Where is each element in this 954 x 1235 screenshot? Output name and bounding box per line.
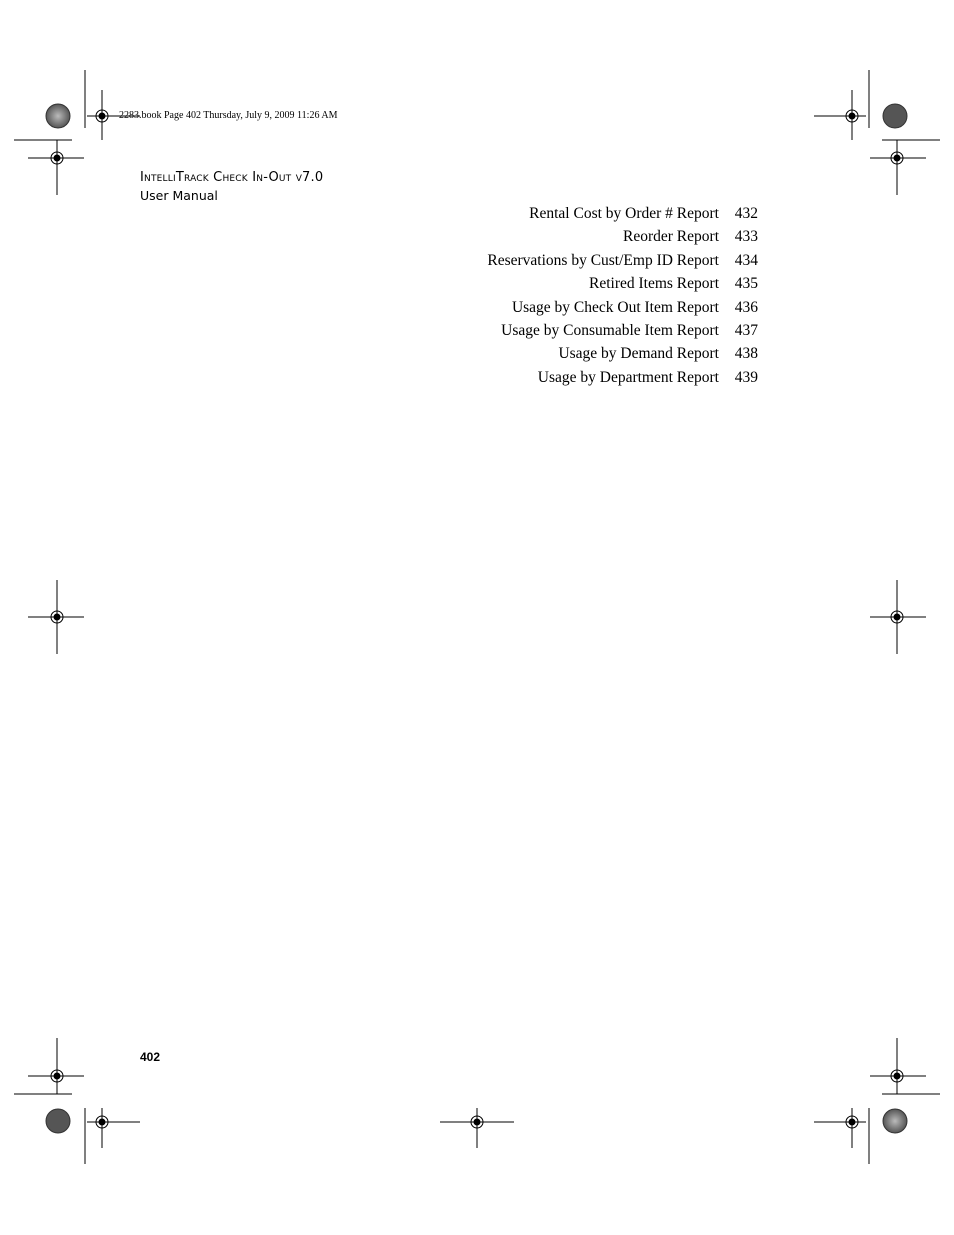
toc-entry-page: 435 (734, 275, 758, 293)
crop-marks-top (14, 70, 940, 140)
starburst-top-right (883, 104, 907, 128)
starburst-top-left (46, 104, 70, 128)
running-header-title: IntelliTrack Check In-Out v7.0 (140, 170, 324, 185)
toc-entry-title: Rental Cost by Order # Report (529, 205, 719, 222)
toc-entry-title: Reorder Report (623, 228, 719, 246)
toc-entry-page: 436 (734, 298, 758, 316)
toc-entry[interactable] (420, 275, 760, 298)
toc-entry-title: Usage by Demand Report (558, 345, 719, 363)
toc-entry[interactable] (420, 369, 760, 392)
registration-mark-9 (87, 1108, 140, 1148)
registration-mark-3 (28, 140, 84, 195)
toc-entry-title: Retired Items Report (589, 275, 719, 293)
registration-mark-7 (28, 1038, 84, 1094)
toc-entry[interactable] (420, 345, 760, 368)
toc-entry-title: Usage by Consumable Item Report (501, 321, 719, 339)
running-header-subtitle: User Manual (140, 188, 218, 203)
toc-entry-title: Reservations by Cust/Emp ID Report (487, 251, 719, 269)
registration-mark-4 (870, 140, 926, 195)
toc-entry-page: 437 (734, 321, 758, 339)
starburst-bottom-right (883, 1109, 907, 1133)
toc-entry[interactable] (420, 252, 760, 275)
registration-mark-2 (814, 90, 866, 140)
registration-mark-5 (28, 580, 84, 654)
print-slug-line: 2283.book Page 402 Thursday, July 9, 2009 11:26 AM (119, 110, 338, 121)
registration-mark-11 (814, 1108, 866, 1148)
starburst-bottom-left (46, 1109, 70, 1133)
toc-entry-title: Usage by Check Out Item Report (511, 298, 719, 316)
registration-mark-8 (870, 1038, 926, 1094)
toc-list (420, 205, 760, 392)
registration-mark-10 (440, 1108, 514, 1148)
toc-entry[interactable] (420, 228, 760, 251)
toc-entry-page: 439 (734, 368, 758, 386)
toc-entry-page: 433 (734, 228, 758, 246)
toc-entry[interactable] (420, 205, 760, 228)
registration-mark-6 (870, 580, 926, 654)
toc-entry-page: 434 (734, 251, 758, 269)
toc-entry[interactable] (420, 299, 760, 322)
toc-entry-page: 432 (734, 205, 758, 222)
toc-entry[interactable] (420, 322, 760, 345)
toc-entry-title: Usage by Department Report (537, 368, 719, 386)
toc-entry-page: 438 (734, 345, 758, 363)
page-number: 402 (140, 1050, 161, 1064)
